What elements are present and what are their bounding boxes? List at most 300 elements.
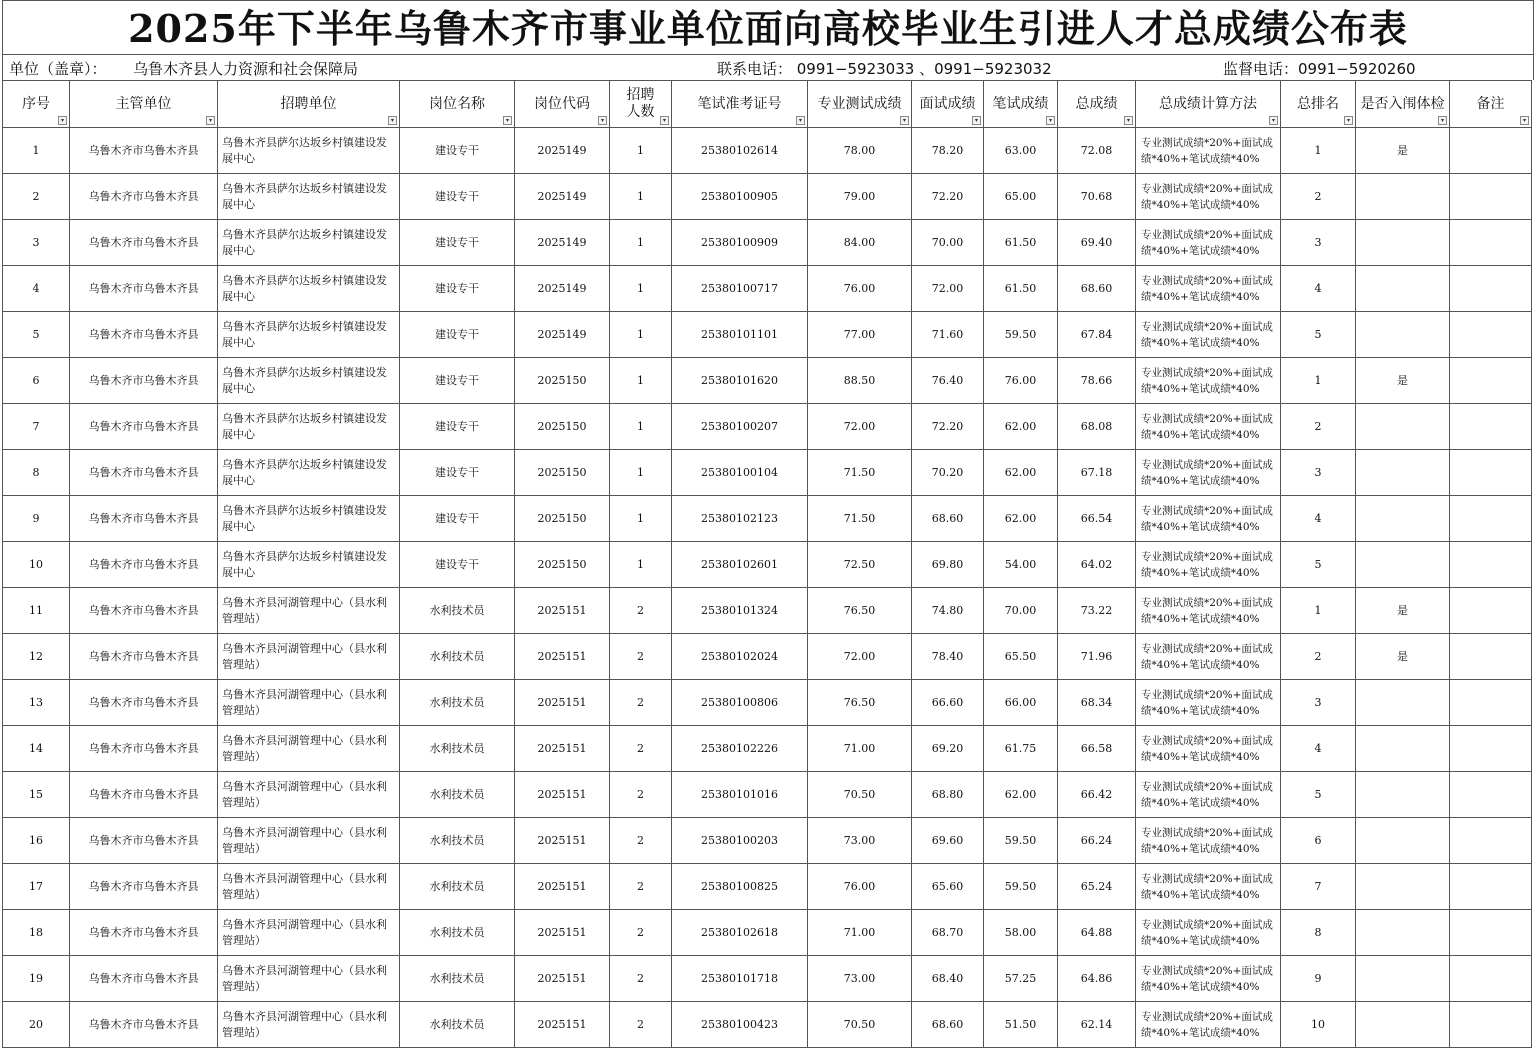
cell-seq[interactable]: 10 (3, 542, 70, 588)
cell-note[interactable] (1450, 174, 1532, 220)
cell-post[interactable]: 水利技术员 (400, 726, 515, 772)
cell-ticket[interactable]: 25380101718 (672, 956, 808, 1002)
cell-ticket[interactable]: 25380101016 (672, 772, 808, 818)
cell-code[interactable]: 2025149 (515, 128, 610, 174)
cell-written[interactable]: 61.50 (984, 220, 1058, 266)
cell-interview[interactable]: 68.70 (912, 910, 984, 956)
cell-dept[interactable]: 乌鲁木齐市乌鲁木齐县 (70, 772, 218, 818)
cell-employer[interactable]: 乌鲁木齐县萨尔达坂乡村镇建设发展中心 (218, 450, 400, 496)
cell-interview[interactable]: 72.20 (912, 174, 984, 220)
dropdown-arrow-icon[interactable]: ▾ (503, 116, 512, 125)
cell-post[interactable]: 水利技术员 (400, 772, 515, 818)
cell-exam[interactable] (1356, 266, 1450, 312)
dropdown-arrow-icon[interactable]: ▾ (598, 116, 607, 125)
cell-seq[interactable]: 19 (3, 956, 70, 1002)
cell-seq[interactable]: 3 (3, 220, 70, 266)
cell-exam[interactable]: 是 (1356, 358, 1450, 404)
cell-written[interactable]: 61.50 (984, 266, 1058, 312)
cell-major[interactable]: 72.00 (808, 634, 912, 680)
cell-ticket[interactable]: 25380100806 (672, 680, 808, 726)
cell-dept[interactable]: 乌鲁木齐市乌鲁木齐县 (70, 956, 218, 1002)
cell-interview[interactable]: 68.60 (912, 496, 984, 542)
cell-ticket[interactable]: 25380101620 (672, 358, 808, 404)
cell-major[interactable]: 71.50 (808, 450, 912, 496)
cell-note[interactable] (1450, 680, 1532, 726)
dropdown-arrow-icon[interactable]: ▾ (900, 116, 909, 125)
cell-major[interactable]: 77.00 (808, 312, 912, 358)
cell-total[interactable]: 70.68 (1058, 174, 1136, 220)
cell-major[interactable]: 70.50 (808, 772, 912, 818)
cell-major[interactable]: 72.00 (808, 404, 912, 450)
cell-code[interactable]: 2025151 (515, 818, 610, 864)
cell-total[interactable]: 64.88 (1058, 910, 1136, 956)
cell-rank[interactable]: 7 (1281, 864, 1356, 910)
cell-rank[interactable]: 2 (1281, 634, 1356, 680)
cell-written[interactable]: 76.00 (984, 358, 1058, 404)
dropdown-arrow-icon[interactable]: ▾ (1269, 116, 1278, 125)
cell-num[interactable]: 1 (610, 220, 672, 266)
cell-method[interactable]: 专业测试成绩*20%+面试成绩*40%+笔试成绩*40% (1136, 956, 1281, 1002)
cell-method[interactable]: 专业测试成绩*20%+面试成绩*40%+笔试成绩*40% (1136, 1002, 1281, 1048)
cell-employer[interactable]: 乌鲁木齐县河湖管理中心（县水利管理站） (218, 818, 400, 864)
cell-seq[interactable]: 5 (3, 312, 70, 358)
cell-exam[interactable] (1356, 864, 1450, 910)
cell-interview[interactable]: 74.80 (912, 588, 984, 634)
cell-note[interactable] (1450, 358, 1532, 404)
cell-total[interactable]: 71.96 (1058, 634, 1136, 680)
cell-exam[interactable] (1356, 772, 1450, 818)
cell-num[interactable]: 1 (610, 312, 672, 358)
cell-method[interactable]: 专业测试成绩*20%+面试成绩*40%+笔试成绩*40% (1136, 818, 1281, 864)
cell-major[interactable]: 76.00 (808, 864, 912, 910)
cell-num[interactable]: 2 (610, 726, 672, 772)
cell-post[interactable]: 建设专干 (400, 404, 515, 450)
cell-post[interactable]: 水利技术员 (400, 634, 515, 680)
cell-employer[interactable]: 乌鲁木齐县河湖管理中心（县水利管理站） (218, 864, 400, 910)
cell-num[interactable]: 2 (610, 588, 672, 634)
cell-total[interactable]: 67.18 (1058, 450, 1136, 496)
cell-note[interactable] (1450, 220, 1532, 266)
cell-code[interactable]: 2025151 (515, 680, 610, 726)
cell-rank[interactable]: 3 (1281, 450, 1356, 496)
cell-method[interactable]: 专业测试成绩*20%+面试成绩*40%+笔试成绩*40% (1136, 726, 1281, 772)
cell-written[interactable]: 62.00 (984, 450, 1058, 496)
cell-interview[interactable]: 78.40 (912, 634, 984, 680)
cell-total[interactable]: 62.14 (1058, 1002, 1136, 1048)
cell-code[interactable]: 2025149 (515, 312, 610, 358)
cell-seq[interactable]: 4 (3, 266, 70, 312)
cell-dept[interactable]: 乌鲁木齐市乌鲁木齐县 (70, 818, 218, 864)
cell-ticket[interactable]: 25380102601 (672, 542, 808, 588)
cell-dept[interactable]: 乌鲁木齐市乌鲁木齐县 (70, 634, 218, 680)
cell-rank[interactable]: 1 (1281, 358, 1356, 404)
cell-employer[interactable]: 乌鲁木齐县河湖管理中心（县水利管理站） (218, 680, 400, 726)
cell-employer[interactable]: 乌鲁木齐县萨尔达坂乡村镇建设发展中心 (218, 542, 400, 588)
cell-exam[interactable] (1356, 726, 1450, 772)
cell-rank[interactable]: 2 (1281, 404, 1356, 450)
cell-num[interactable]: 1 (610, 542, 672, 588)
cell-method[interactable]: 专业测试成绩*20%+面试成绩*40%+笔试成绩*40% (1136, 910, 1281, 956)
cell-dept[interactable]: 乌鲁木齐市乌鲁木齐县 (70, 220, 218, 266)
cell-post[interactable]: 水利技术员 (400, 864, 515, 910)
cell-note[interactable] (1450, 266, 1532, 312)
dropdown-arrow-icon[interactable]: ▾ (206, 116, 215, 125)
cell-dept[interactable]: 乌鲁木齐市乌鲁木齐县 (70, 588, 218, 634)
cell-written[interactable]: 59.50 (984, 312, 1058, 358)
cell-written[interactable]: 65.50 (984, 634, 1058, 680)
cell-dept[interactable]: 乌鲁木齐市乌鲁木齐县 (70, 910, 218, 956)
cell-code[interactable]: 2025151 (515, 634, 610, 680)
cell-seq[interactable]: 18 (3, 910, 70, 956)
cell-major[interactable]: 70.50 (808, 1002, 912, 1048)
cell-employer[interactable]: 乌鲁木齐县萨尔达坂乡村镇建设发展中心 (218, 266, 400, 312)
cell-written[interactable]: 61.75 (984, 726, 1058, 772)
cell-interview[interactable]: 68.40 (912, 956, 984, 1002)
dropdown-arrow-icon[interactable]: ▾ (58, 116, 67, 125)
cell-code[interactable]: 2025150 (515, 542, 610, 588)
cell-num[interactable]: 1 (610, 174, 672, 220)
cell-note[interactable] (1450, 404, 1532, 450)
cell-exam[interactable] (1356, 496, 1450, 542)
cell-code[interactable]: 2025151 (515, 910, 610, 956)
cell-seq[interactable]: 11 (3, 588, 70, 634)
cell-rank[interactable]: 9 (1281, 956, 1356, 1002)
cell-ticket[interactable]: 25380101101 (672, 312, 808, 358)
cell-method[interactable]: 专业测试成绩*20%+面试成绩*40%+笔试成绩*40% (1136, 772, 1281, 818)
cell-employer[interactable]: 乌鲁木齐县萨尔达坂乡村镇建设发展中心 (218, 174, 400, 220)
cell-code[interactable]: 2025151 (515, 1002, 610, 1048)
cell-rank[interactable]: 3 (1281, 220, 1356, 266)
cell-written[interactable]: 65.00 (984, 174, 1058, 220)
cell-rank[interactable]: 1 (1281, 128, 1356, 174)
cell-note[interactable] (1450, 864, 1532, 910)
cell-employer[interactable]: 乌鲁木齐县河湖管理中心（县水利管理站） (218, 726, 400, 772)
cell-exam[interactable] (1356, 404, 1450, 450)
cell-interview[interactable]: 68.60 (912, 1002, 984, 1048)
cell-written[interactable]: 70.00 (984, 588, 1058, 634)
cell-num[interactable]: 1 (610, 450, 672, 496)
cell-total[interactable]: 68.34 (1058, 680, 1136, 726)
cell-dept[interactable]: 乌鲁木齐市乌鲁木齐县 (70, 312, 218, 358)
cell-rank[interactable]: 4 (1281, 496, 1356, 542)
cell-post[interactable]: 建设专干 (400, 450, 515, 496)
cell-interview[interactable]: 78.20 (912, 128, 984, 174)
cell-post[interactable]: 水利技术员 (400, 588, 515, 634)
cell-num[interactable]: 1 (610, 358, 672, 404)
cell-seq[interactable]: 2 (3, 174, 70, 220)
cell-interview[interactable]: 69.20 (912, 726, 984, 772)
cell-interview[interactable]: 72.00 (912, 266, 984, 312)
cell-employer[interactable]: 乌鲁木齐县萨尔达坂乡村镇建设发展中心 (218, 128, 400, 174)
cell-seq[interactable]: 15 (3, 772, 70, 818)
cell-method[interactable]: 专业测试成绩*20%+面试成绩*40%+笔试成绩*40% (1136, 312, 1281, 358)
cell-rank[interactable]: 8 (1281, 910, 1356, 956)
cell-total[interactable]: 64.86 (1058, 956, 1136, 1002)
cell-written[interactable]: 62.00 (984, 496, 1058, 542)
cell-method[interactable]: 专业测试成绩*20%+面试成绩*40%+笔试成绩*40% (1136, 634, 1281, 680)
cell-rank[interactable]: 2 (1281, 174, 1356, 220)
cell-num[interactable]: 1 (610, 404, 672, 450)
cell-ticket[interactable]: 25380100104 (672, 450, 808, 496)
cell-seq[interactable]: 16 (3, 818, 70, 864)
cell-num[interactable]: 2 (610, 818, 672, 864)
cell-interview[interactable]: 70.00 (912, 220, 984, 266)
dropdown-arrow-icon[interactable]: ▾ (972, 116, 981, 125)
cell-major[interactable]: 72.50 (808, 542, 912, 588)
cell-post[interactable]: 建设专干 (400, 266, 515, 312)
cell-written[interactable]: 51.50 (984, 1002, 1058, 1048)
cell-post[interactable]: 水利技术员 (400, 1002, 515, 1048)
cell-exam[interactable] (1356, 220, 1450, 266)
cell-note[interactable] (1450, 588, 1532, 634)
cell-ticket[interactable]: 25380100203 (672, 818, 808, 864)
cell-dept[interactable]: 乌鲁木齐市乌鲁木齐县 (70, 864, 218, 910)
cell-major[interactable]: 84.00 (808, 220, 912, 266)
cell-total[interactable]: 68.60 (1058, 266, 1136, 312)
cell-code[interactable]: 2025149 (515, 266, 610, 312)
cell-major[interactable]: 78.00 (808, 128, 912, 174)
cell-major[interactable]: 71.00 (808, 726, 912, 772)
cell-exam[interactable] (1356, 542, 1450, 588)
cell-note[interactable] (1450, 910, 1532, 956)
cell-num[interactable]: 2 (610, 634, 672, 680)
cell-rank[interactable]: 6 (1281, 818, 1356, 864)
cell-seq[interactable]: 13 (3, 680, 70, 726)
cell-ticket[interactable]: 25380100207 (672, 404, 808, 450)
cell-code[interactable]: 2025150 (515, 496, 610, 542)
cell-total[interactable]: 64.02 (1058, 542, 1136, 588)
cell-major[interactable]: 76.00 (808, 266, 912, 312)
cell-method[interactable]: 专业测试成绩*20%+面试成绩*40%+笔试成绩*40% (1136, 680, 1281, 726)
cell-method[interactable]: 专业测试成绩*20%+面试成绩*40%+笔试成绩*40% (1136, 496, 1281, 542)
cell-exam[interactable]: 是 (1356, 588, 1450, 634)
cell-exam[interactable] (1356, 174, 1450, 220)
cell-note[interactable] (1450, 128, 1532, 174)
cell-written[interactable]: 57.25 (984, 956, 1058, 1002)
cell-ticket[interactable]: 25380100909 (672, 220, 808, 266)
cell-method[interactable]: 专业测试成绩*20%+面试成绩*40%+笔试成绩*40% (1136, 266, 1281, 312)
cell-ticket[interactable]: 25380102226 (672, 726, 808, 772)
cell-code[interactable]: 2025150 (515, 404, 610, 450)
cell-code[interactable]: 2025150 (515, 358, 610, 404)
cell-code[interactable]: 2025150 (515, 450, 610, 496)
cell-major[interactable]: 73.00 (808, 818, 912, 864)
cell-employer[interactable]: 乌鲁木齐县河湖管理中心（县水利管理站） (218, 772, 400, 818)
cell-total[interactable]: 73.22 (1058, 588, 1136, 634)
cell-interview[interactable]: 70.20 (912, 450, 984, 496)
dropdown-arrow-icon[interactable]: ▾ (796, 116, 805, 125)
cell-num[interactable]: 1 (610, 496, 672, 542)
cell-seq[interactable]: 7 (3, 404, 70, 450)
cell-exam[interactable] (1356, 1002, 1450, 1048)
cell-seq[interactable]: 8 (3, 450, 70, 496)
cell-major[interactable]: 71.50 (808, 496, 912, 542)
cell-total[interactable]: 78.66 (1058, 358, 1136, 404)
cell-method[interactable]: 专业测试成绩*20%+面试成绩*40%+笔试成绩*40% (1136, 220, 1281, 266)
dropdown-arrow-icon[interactable]: ▾ (1046, 116, 1055, 125)
cell-note[interactable] (1450, 956, 1532, 1002)
cell-written[interactable]: 63.00 (984, 128, 1058, 174)
cell-num[interactable]: 2 (610, 1002, 672, 1048)
cell-num[interactable]: 2 (610, 910, 672, 956)
cell-total[interactable]: 66.58 (1058, 726, 1136, 772)
cell-post[interactable]: 水利技术员 (400, 818, 515, 864)
cell-seq[interactable]: 1 (3, 128, 70, 174)
cell-employer[interactable]: 乌鲁木齐县河湖管理中心（县水利管理站） (218, 1002, 400, 1048)
cell-interview[interactable]: 66.60 (912, 680, 984, 726)
cell-rank[interactable]: 1 (1281, 588, 1356, 634)
cell-code[interactable]: 2025149 (515, 220, 610, 266)
cell-post[interactable]: 建设专干 (400, 220, 515, 266)
cell-interview[interactable]: 69.80 (912, 542, 984, 588)
cell-post[interactable]: 建设专干 (400, 174, 515, 220)
cell-num[interactable]: 2 (610, 772, 672, 818)
cell-exam[interactable]: 是 (1356, 128, 1450, 174)
cell-ticket[interactable]: 25380101324 (672, 588, 808, 634)
cell-note[interactable] (1450, 1002, 1532, 1048)
cell-interview[interactable]: 69.60 (912, 818, 984, 864)
cell-dept[interactable]: 乌鲁木齐市乌鲁木齐县 (70, 680, 218, 726)
cell-post[interactable]: 水利技术员 (400, 910, 515, 956)
cell-written[interactable]: 59.50 (984, 864, 1058, 910)
cell-major[interactable]: 76.50 (808, 588, 912, 634)
cell-exam[interactable] (1356, 956, 1450, 1002)
cell-exam[interactable] (1356, 818, 1450, 864)
cell-employer[interactable]: 乌鲁木齐县萨尔达坂乡村镇建设发展中心 (218, 220, 400, 266)
cell-note[interactable] (1450, 818, 1532, 864)
dropdown-arrow-icon[interactable]: ▾ (660, 116, 669, 125)
cell-written[interactable]: 59.50 (984, 818, 1058, 864)
cell-written[interactable]: 62.00 (984, 404, 1058, 450)
cell-written[interactable]: 62.00 (984, 772, 1058, 818)
cell-major[interactable]: 73.00 (808, 956, 912, 1002)
cell-num[interactable]: 2 (610, 956, 672, 1002)
cell-num[interactable]: 1 (610, 266, 672, 312)
cell-exam[interactable]: 是 (1356, 634, 1450, 680)
cell-method[interactable]: 专业测试成绩*20%+面试成绩*40%+笔试成绩*40% (1136, 588, 1281, 634)
cell-post[interactable]: 建设专干 (400, 496, 515, 542)
cell-written[interactable]: 54.00 (984, 542, 1058, 588)
cell-seq[interactable]: 14 (3, 726, 70, 772)
cell-num[interactable]: 1 (610, 128, 672, 174)
cell-seq[interactable]: 9 (3, 496, 70, 542)
cell-rank[interactable]: 5 (1281, 542, 1356, 588)
cell-note[interactable] (1450, 772, 1532, 818)
cell-exam[interactable] (1356, 312, 1450, 358)
cell-exam[interactable] (1356, 680, 1450, 726)
cell-dept[interactable]: 乌鲁木齐市乌鲁木齐县 (70, 496, 218, 542)
cell-method[interactable]: 专业测试成绩*20%+面试成绩*40%+笔试成绩*40% (1136, 450, 1281, 496)
cell-interview[interactable]: 65.60 (912, 864, 984, 910)
cell-major[interactable]: 71.00 (808, 910, 912, 956)
cell-employer[interactable]: 乌鲁木齐县河湖管理中心（县水利管理站） (218, 910, 400, 956)
cell-post[interactable]: 建设专干 (400, 358, 515, 404)
cell-dept[interactable]: 乌鲁木齐市乌鲁木齐县 (70, 174, 218, 220)
cell-interview[interactable]: 76.40 (912, 358, 984, 404)
cell-post[interactable]: 水利技术员 (400, 680, 515, 726)
cell-rank[interactable]: 3 (1281, 680, 1356, 726)
cell-interview[interactable]: 72.20 (912, 404, 984, 450)
cell-ticket[interactable]: 25380102618 (672, 910, 808, 956)
cell-dept[interactable]: 乌鲁木齐市乌鲁木齐县 (70, 266, 218, 312)
cell-rank[interactable]: 4 (1281, 266, 1356, 312)
cell-total[interactable]: 66.24 (1058, 818, 1136, 864)
cell-employer[interactable]: 乌鲁木齐县萨尔达坂乡村镇建设发展中心 (218, 496, 400, 542)
cell-method[interactable]: 专业测试成绩*20%+面试成绩*40%+笔试成绩*40% (1136, 864, 1281, 910)
cell-rank[interactable]: 5 (1281, 312, 1356, 358)
cell-ticket[interactable]: 25380100423 (672, 1002, 808, 1048)
cell-major[interactable]: 79.00 (808, 174, 912, 220)
cell-ticket[interactable]: 25380100717 (672, 266, 808, 312)
cell-method[interactable]: 专业测试成绩*20%+面试成绩*40%+笔试成绩*40% (1136, 542, 1281, 588)
cell-dept[interactable]: 乌鲁木齐市乌鲁木齐县 (70, 450, 218, 496)
cell-ticket[interactable]: 25380100825 (672, 864, 808, 910)
cell-major[interactable]: 76.50 (808, 680, 912, 726)
cell-dept[interactable]: 乌鲁木齐市乌鲁木齐县 (70, 404, 218, 450)
dropdown-arrow-icon[interactable]: ▾ (1520, 116, 1529, 125)
cell-method[interactable]: 专业测试成绩*20%+面试成绩*40%+笔试成绩*40% (1136, 128, 1281, 174)
cell-total[interactable]: 68.08 (1058, 404, 1136, 450)
cell-post[interactable]: 水利技术员 (400, 956, 515, 1002)
cell-dept[interactable]: 乌鲁木齐市乌鲁木齐县 (70, 726, 218, 772)
cell-seq[interactable]: 12 (3, 634, 70, 680)
cell-exam[interactable] (1356, 910, 1450, 956)
cell-written[interactable]: 58.00 (984, 910, 1058, 956)
cell-ticket[interactable]: 25380102024 (672, 634, 808, 680)
cell-code[interactable]: 2025151 (515, 864, 610, 910)
cell-code[interactable]: 2025151 (515, 956, 610, 1002)
dropdown-arrow-icon[interactable]: ▾ (1124, 116, 1133, 125)
cell-employer[interactable]: 乌鲁木齐县河湖管理中心（县水利管理站） (218, 956, 400, 1002)
cell-code[interactable]: 2025151 (515, 726, 610, 772)
cell-post[interactable]: 建设专干 (400, 542, 515, 588)
cell-code[interactable]: 2025149 (515, 174, 610, 220)
cell-num[interactable]: 2 (610, 680, 672, 726)
cell-method[interactable]: 专业测试成绩*20%+面试成绩*40%+笔试成绩*40% (1136, 404, 1281, 450)
cell-note[interactable] (1450, 312, 1532, 358)
cell-code[interactable]: 2025151 (515, 772, 610, 818)
cell-exam[interactable] (1356, 450, 1450, 496)
dropdown-arrow-icon[interactable]: ▾ (388, 116, 397, 125)
cell-employer[interactable]: 乌鲁木齐县萨尔达坂乡村镇建设发展中心 (218, 404, 400, 450)
cell-dept[interactable]: 乌鲁木齐市乌鲁木齐县 (70, 358, 218, 404)
cell-interview[interactable]: 68.80 (912, 772, 984, 818)
cell-total[interactable]: 69.40 (1058, 220, 1136, 266)
cell-interview[interactable]: 71.60 (912, 312, 984, 358)
cell-code[interactable]: 2025151 (515, 588, 610, 634)
cell-num[interactable]: 2 (610, 864, 672, 910)
cell-dept[interactable]: 乌鲁木齐市乌鲁木齐县 (70, 1002, 218, 1048)
cell-employer[interactable]: 乌鲁木齐县萨尔达坂乡村镇建设发展中心 (218, 358, 400, 404)
cell-ticket[interactable]: 25380100905 (672, 174, 808, 220)
cell-dept[interactable]: 乌鲁木齐市乌鲁木齐县 (70, 542, 218, 588)
cell-method[interactable]: 专业测试成绩*20%+面试成绩*40%+笔试成绩*40% (1136, 358, 1281, 404)
cell-ticket[interactable]: 25380102614 (672, 128, 808, 174)
cell-note[interactable] (1450, 634, 1532, 680)
cell-note[interactable] (1450, 450, 1532, 496)
cell-rank[interactable]: 5 (1281, 772, 1356, 818)
cell-total[interactable]: 66.54 (1058, 496, 1136, 542)
cell-rank[interactable]: 10 (1281, 1002, 1356, 1048)
dropdown-arrow-icon[interactable]: ▾ (1438, 116, 1447, 125)
cell-major[interactable]: 88.50 (808, 358, 912, 404)
cell-total[interactable]: 65.24 (1058, 864, 1136, 910)
cell-note[interactable] (1450, 726, 1532, 772)
cell-employer[interactable]: 乌鲁木齐县萨尔达坂乡村镇建设发展中心 (218, 312, 400, 358)
cell-employer[interactable]: 乌鲁木齐县河湖管理中心（县水利管理站） (218, 634, 400, 680)
cell-seq[interactable]: 17 (3, 864, 70, 910)
cell-total[interactable]: 67.84 (1058, 312, 1136, 358)
